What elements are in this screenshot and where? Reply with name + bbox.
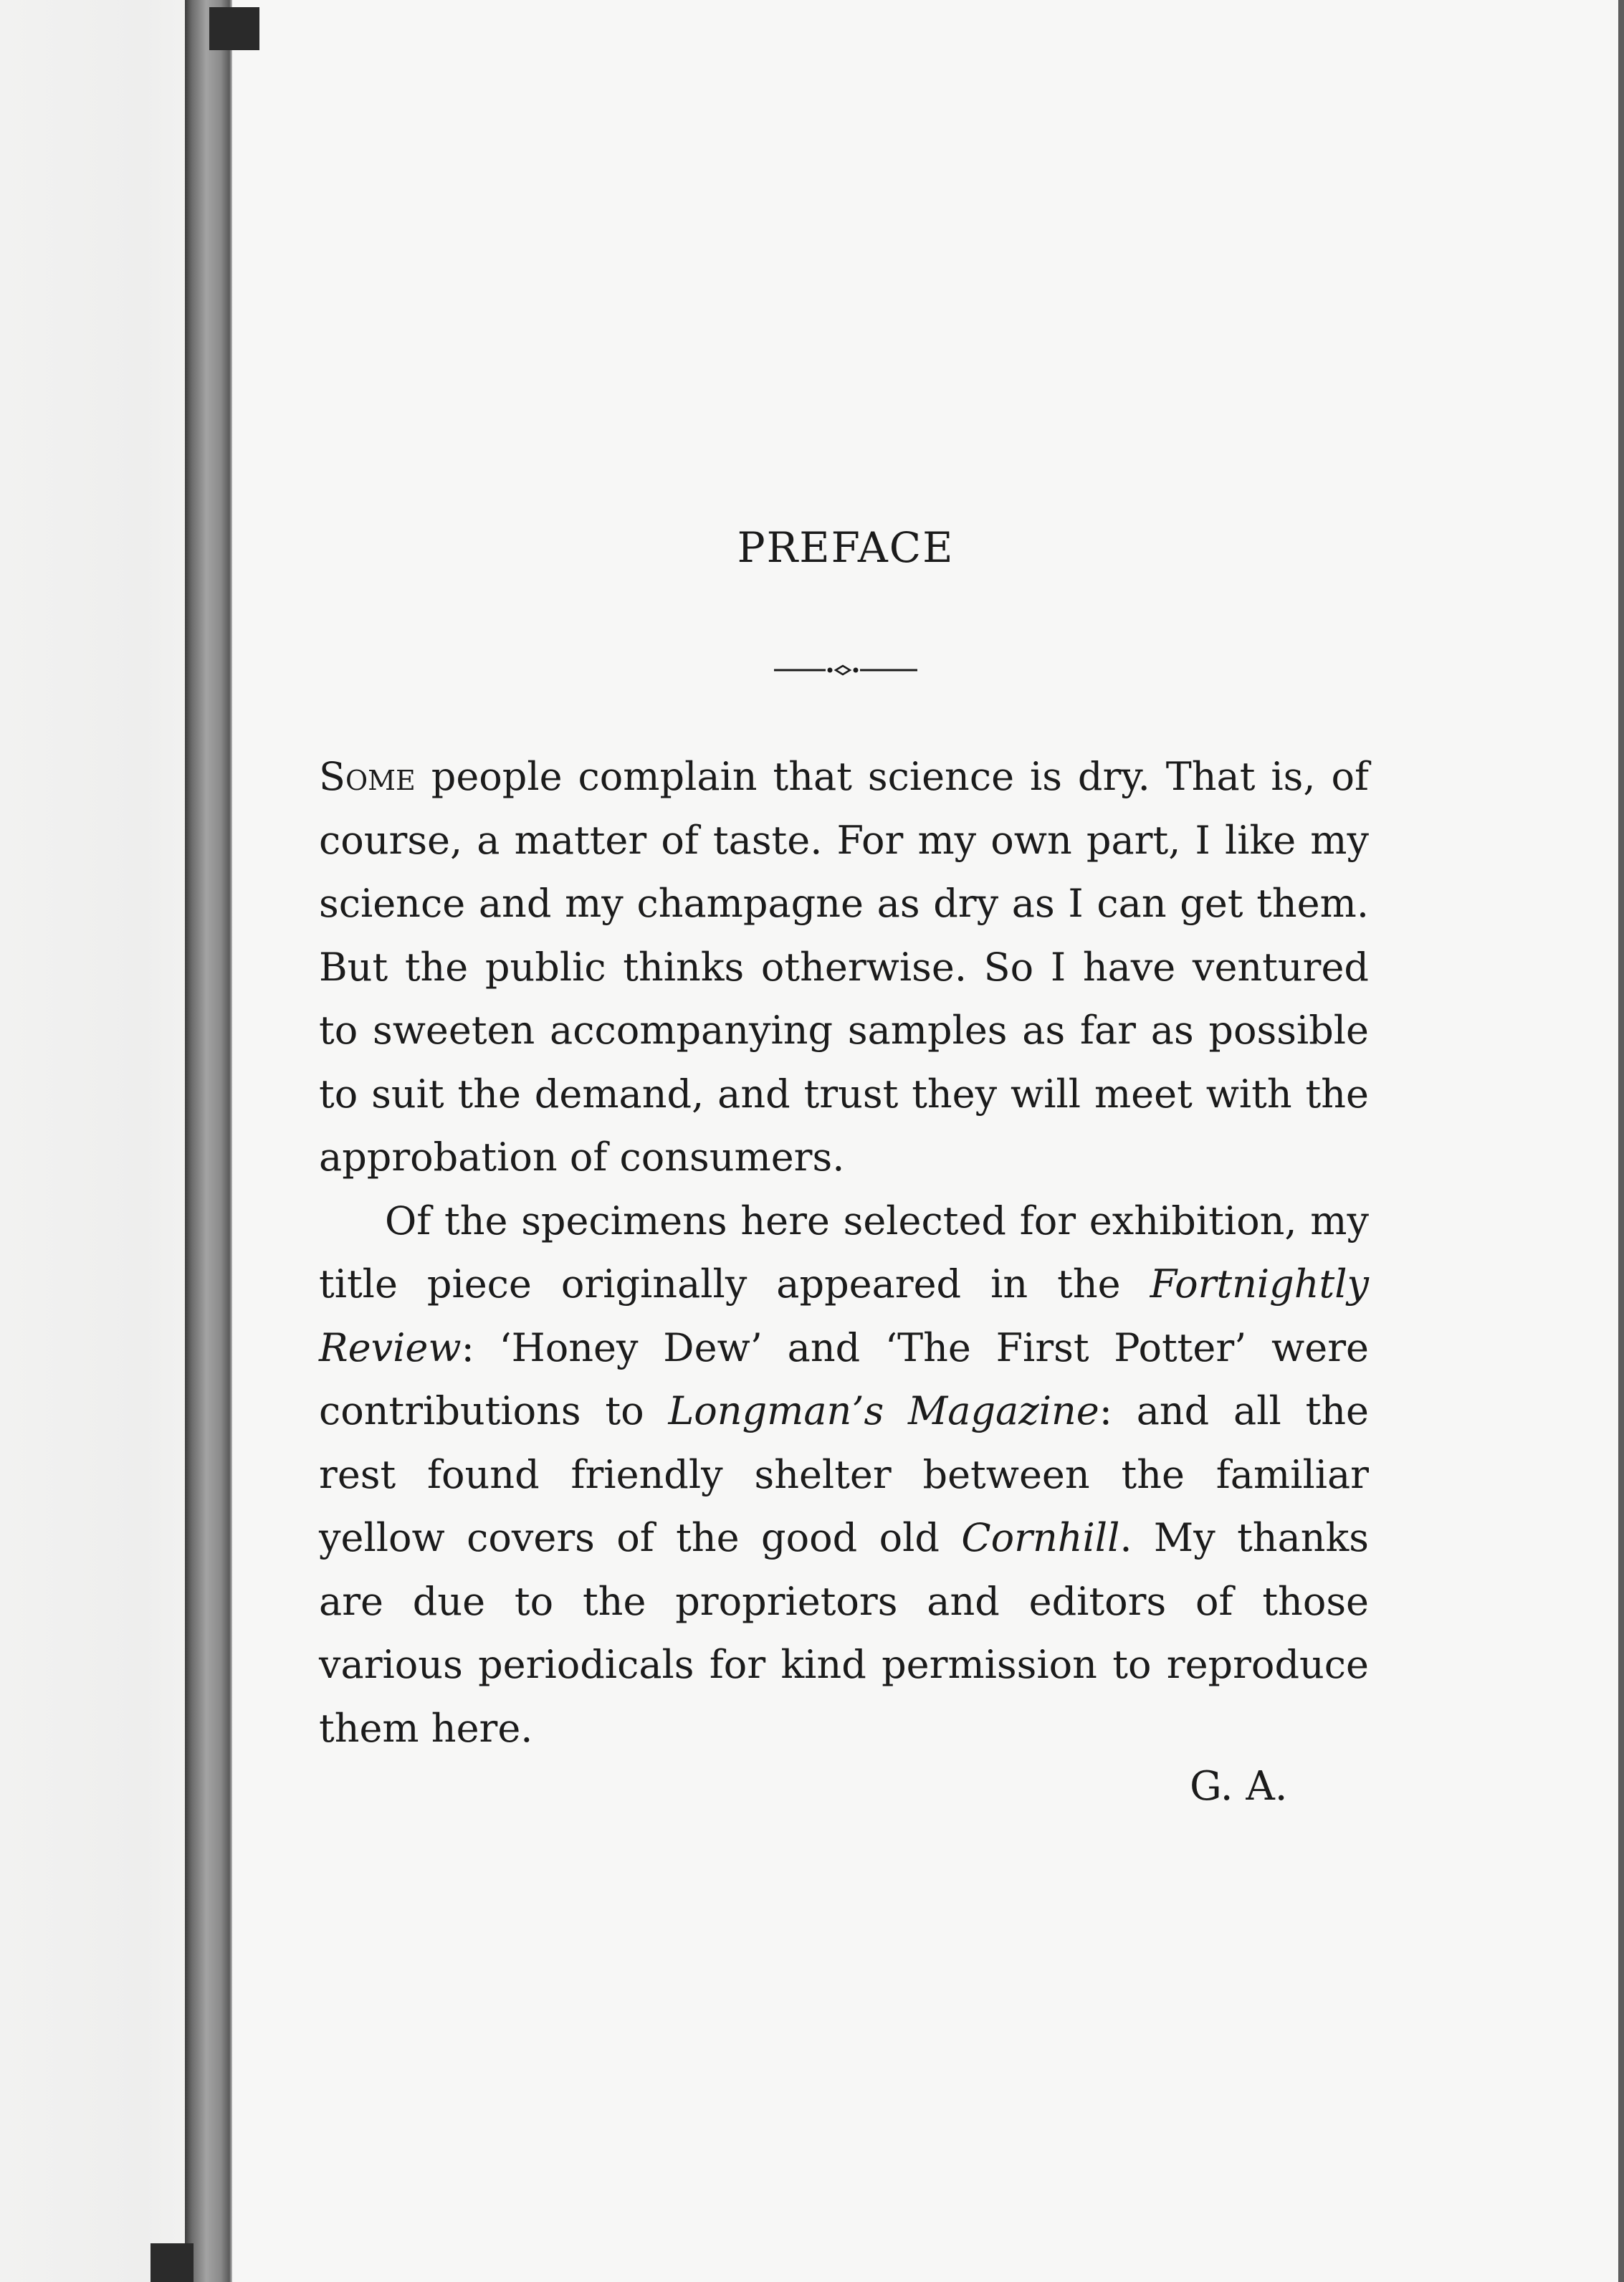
text-run: . My thanks are due to the proprietors and editors of those various periodicals for kind permission to reproduce them here. bbox=[319, 1515, 1369, 1751]
preface-body bbox=[319, 745, 1369, 1760]
binding-top-mark bbox=[209, 7, 259, 50]
right-page-edge bbox=[1618, 0, 1624, 2282]
text-run: : and all the rest found friendly shelter between the familiar yellow covers of the good old bbox=[319, 1388, 1370, 1560]
italic-title-run: Cornhill bbox=[961, 1515, 1120, 1560]
text-run: people complain that science is dry. That is, of course, a matter of taste. For my own part, I like my science and my champagne as dry as I can get them. But the public thinks otherwise. So I have ventured to sweeten accompanying samples as far as possible to suit the demand, and trust they will meet with the approbation of consumers. bbox=[319, 754, 1369, 1180]
italic-title-run: Fortnightly Review bbox=[319, 1261, 1369, 1370]
ornament-divider-icon bbox=[774, 663, 917, 677]
binding-bottom-mark bbox=[151, 2243, 194, 2282]
italic-title-run: Longman’s Magazine bbox=[668, 1388, 1099, 1433]
paragraph-2 bbox=[319, 1190, 1369, 1761]
page-title: PREFACE bbox=[737, 523, 955, 572]
text-run: Of the specimens here selected for exhibition, my title piece originally appeared in the bbox=[319, 1198, 1369, 1307]
author-initials: G. A. bbox=[1190, 1763, 1288, 1810]
paragraph-1 bbox=[319, 745, 1369, 1190]
binding-edge bbox=[185, 0, 232, 2282]
smallcaps-run: Some bbox=[319, 754, 416, 799]
text-run: : ‘Honey Dew’ and ‘The First Potter’ were contributions to bbox=[319, 1324, 1369, 1433]
